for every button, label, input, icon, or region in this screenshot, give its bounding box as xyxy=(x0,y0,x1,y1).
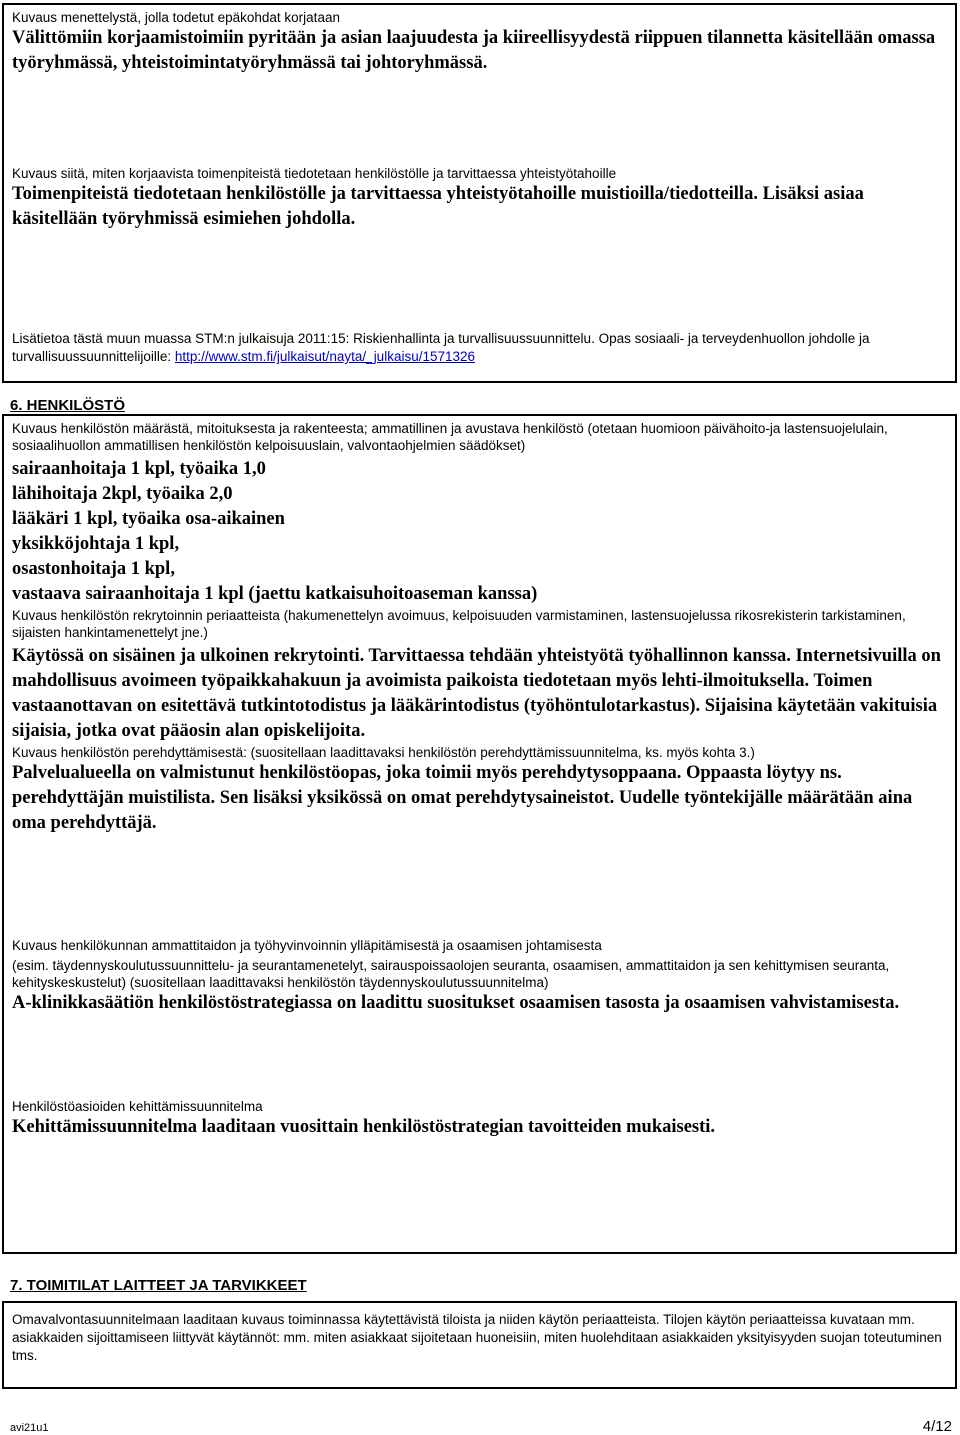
development-plan-text: Kehittämissuunnitelma laaditaan vuosittain henkilöstöstrategian tavoitteiden mukaisesti. xyxy=(12,1117,716,1137)
page-number: 4/12 xyxy=(922,1418,952,1435)
development-plan-label: Henkilöstöasioiden kehittämissuunnitelma xyxy=(12,1099,263,1114)
competence-text: A-klinikkasäätiön henkilöstöstrategiassa on laadittu suositukset osaamisen tasosta ja osaamisen vahvistamisesta. xyxy=(12,993,900,1013)
communication-label: Kuvaus siitä, miten korjaavista toimenpiteistä tiedotetaan henkilöstölle ja tarvittaessa yhteistyötahoille xyxy=(12,166,617,181)
additional-info-text: Lisätietoa tästä muun muassa STM:n julkaisuja 2011:15: Riskienhallinta ja turvallisuussuunnittelu. Opas sosiaali- ja terveydenhuollon johdolle ja turvallisuussuunnittelijoille: xyxy=(12,331,870,364)
staff-item: vastaava sairaanhoitaja 1 kpl (jaettu katkaisuhoitoaseman kanssa) xyxy=(12,584,538,604)
additional-info xyxy=(12,330,947,366)
document-id: avi21u1 xyxy=(10,1422,49,1434)
staff-item: osastonhoitaja 1 kpl, xyxy=(12,559,175,579)
orientation-text: Palvelualueella on valmistunut henkilöstöopas, joka toimii myös perehdytysoppaana. Oppaasta löytyy ns. perehdyttäjän muistilista. Sen lisäksi yksikössä on omat perehdytysaineistot. Uudelle työntekijälle määrätään aina oma perehdyttäjä. xyxy=(12,763,913,833)
competence-label: Kuvaus henkilökunnan ammattitaidon ja työhyvinvoinnin ylläpitämisestä ja osaamisen johtamisesta xyxy=(12,938,602,953)
section-6-heading: 6. HENKILÖSTÖ xyxy=(10,397,126,414)
personnel-box xyxy=(2,414,957,1254)
staff-list xyxy=(12,457,947,607)
staff-item: lähihoitaja 2kpl, työaika 2,0 xyxy=(12,484,233,504)
communication-text: Toimenpiteistä tiedotetaan henkilöstölle ja tarvittaessa yhteistyötahoille muistioilla/tiedotteilla. Lisäksi asiaa käsitellään työryhmissä esimiehen johdolla. xyxy=(12,184,864,229)
premises-text: Omavalvontasuunnitelmaan laaditaan kuvaus toiminnassa käytettävistä tiloista ja niiden käytön periaatteista. Tilojen käytön periaatteissa kuvataan mm. asiakkaiden sijoittamiseen liittyvät käytännöt: mm. miten asiakkaat sijoitetaan huoneisiin, miten huolehditaan asiakkaiden yksityisyyden suojan toteutuminen tms. xyxy=(12,1312,942,1363)
corrective-measures-box xyxy=(2,3,957,383)
staff-item: yksikköjohtaja 1 kpl, xyxy=(12,534,180,554)
staff-item: sairaanhoitaja 1 kpl, työaika 1,0 xyxy=(12,459,266,479)
staff-structure-label: Kuvaus henkilöstön määrästä, mitoituksesta ja rakenteesta; ammatillinen ja avustava henkilöstö (otetaan huomioon päivähoito-ja lastensuojelulain, sosiaalihuollon ammatillisen henkilöstön kelpoisuuslain, valvontaohjelmien säädökset) xyxy=(12,421,888,453)
corrective-measures-text: Välittömiin korjaamistoimiin pyritään ja asian laajuudesta ja kiireellisyydestä riippuen tilannetta käsitellään omassa työryhmässä, yhteistoimintatyöryhmässä tai johtoryhmässä. xyxy=(12,28,936,73)
orientation-label: Kuvaus henkilöstön perehdyttämisestä: (suositellaan laadittavaksi henkilöstön perehdyttämissuunnitelma, ks. myös kohta 3.) xyxy=(12,745,755,760)
recruitment-text: Käytössä on sisäinen ja ulkoinen rekrytointi. Tarvittaessa tehdään yhteistyötä työhallinnon kanssa. Internetsivuilla on mahdollisuus avoimeen työpaikkahakuun ja avoimista paikoista tiedotetaan myös lehti-ilmoituksella. Toimen vastaanottavan on esitettävä tutkintotodistus ja lääkärintodistus (työhöntulotarkastus). Sijaisina käytetään vakituisia sijaisia, jotka ovat pääosin alan opiskelijoita. xyxy=(12,646,941,741)
premises-box xyxy=(2,1301,957,1389)
staff-item: lääkäri 1 kpl, työaika osa-aikainen xyxy=(12,509,285,529)
recruitment-label: Kuvaus henkilöstön rekrytoinnin periaatteista (hakumenettelyn avoimuus, kelpoisuuden varmistaminen, lastensuojelussa rikosrekisterin tarkistaminen, sijaisten hankintamenettelyt jne.) xyxy=(12,608,906,640)
competence-sublabel: (esim. täydennyskoulutussuunnittelu- ja seurantamenetelyt, sairauspoissaolojen seuranta, osaamisen, ammattitaidon ja sen kehittymisen seuranta, kehityskeskustelut) (suositellaan laadittavaksi henkilöstön täydennyskoulutussuunnitelma) xyxy=(12,958,890,990)
corrective-measures-label: Kuvaus menettelystä, jolla todetut epäkohdat korjataan xyxy=(12,10,340,25)
section-7-heading: 7. TOIMITILAT LAITTEET JA TARVIKKEET xyxy=(10,1277,307,1294)
stm-publication-link[interactable]: http://www.stm.fi/julkaisut/nayta/_julkaisu/1571326 xyxy=(174,349,476,364)
